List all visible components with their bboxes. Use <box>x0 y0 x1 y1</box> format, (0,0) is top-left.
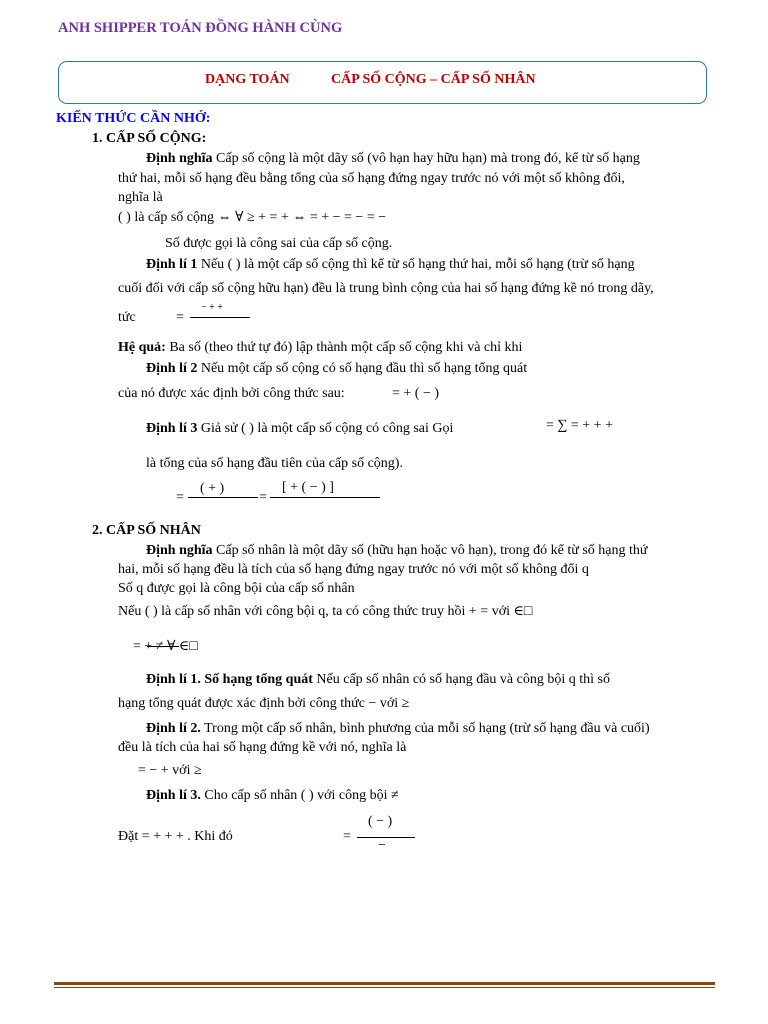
nhan-thm1-line1 <box>146 672 610 688</box>
cong-corollary-label: Hệ quả: <box>118 340 166 355</box>
cong-thm3-line2: là tổng của số hạng đầu tiên của cấp số cộng). <box>146 456 403 471</box>
nhan-thm1-line2: hạng tổng quát được xác định bởi công thức − với ≥ <box>118 696 410 711</box>
nhan-thm1-text1: Nếu cấp số nhân có số hạng đầu và công bội q thì số <box>312 672 610 687</box>
cong-thm2-line1 <box>146 361 527 377</box>
cong-thm1-line3: tức <box>118 310 136 325</box>
cong-thm3-text1: Giả sử ( ) là một cấp số cộng có công sai Gọi <box>197 421 454 436</box>
cong-def-line2: thứ hai, mỗi số hạng đều bằng tổng của số hạng đứng ngay trước nó với một số không đổi, <box>118 171 625 186</box>
nhan-ratio-line: = + ≠ ∀ ∈□ <box>133 639 198 654</box>
cong-def-text1: Cấp số cộng là một dãy số (vô hạn hay hữu hạn) mà trong đó, kể từ số hạng <box>212 151 640 166</box>
title-label: DẠNG TOÁN <box>205 72 290 87</box>
nhan-thm3-eq: = <box>343 829 351 844</box>
nhan-thm2-line1 <box>146 721 650 737</box>
nhan-thm3-den: − <box>378 838 386 853</box>
cong-corollary <box>118 340 522 356</box>
cong-thm2-text1: Nếu một cấp số cộng có số hạng đầu thì số hạng tổng quát <box>197 361 528 376</box>
cong-def-line3: nghĩa là <box>118 190 163 205</box>
nhan-heading: 2. CẤP SỐ NHÂN <box>92 523 201 538</box>
cong-common-diff: Số được gọi là công sai của cấp số cộng. <box>165 236 393 251</box>
cong-thm2-line2: của nó được xác định bởi công thức sau: <box>118 386 345 401</box>
cong-corollary-text: Ba số (theo thứ tự đó) lập thành một cấp số cộng khi và chỉ khi <box>165 340 523 355</box>
footer-rule-thick <box>54 982 715 985</box>
cong-thm1-eq: = <box>176 310 184 325</box>
nhan-thm3-line2: Đặt = + + + . Khi đó <box>118 829 233 844</box>
sum-formula-a: ( + ) <box>200 481 225 496</box>
brand-header: ANH SHIPPER TOÁN ĐỒNG HÀNH CÙNG <box>58 20 343 36</box>
footer-rule-thin <box>54 987 715 988</box>
nhan-thm1-label: Định lí 1. Số hạng tổng quát <box>146 672 313 687</box>
nhan-def-label: Định nghĩa <box>146 543 213 558</box>
cong-thm2-label: Định lí 2 <box>146 361 198 376</box>
section-heading: KIẾN THỨC CẦN NHỚ: <box>56 111 211 126</box>
nhan-recur-line: Nếu ( ) là cấp số nhân với công bội q, ta có công thức truy hồi + = với ∈□ <box>118 604 533 619</box>
nhan-def-text1: Cấp số nhân là một dãy số (hữu hạn hoặc vô hạn), trong đó kể từ số hạng thứ <box>212 543 648 558</box>
sum-formula-b: [ + ( − ) ] <box>282 480 334 495</box>
nhan-def-line2: hai, mỗi số hạng đều là tích của số hạng đứng ngay trước nó với một số không đổi q <box>118 562 589 577</box>
cong-def-label: Định nghĩa <box>146 151 213 166</box>
sum-fraction-a <box>188 497 258 498</box>
nhan-thm2-formula: = − + với ≥ <box>138 763 202 778</box>
nhan-thm3-label: Định lí 3. <box>146 788 201 803</box>
nhan-thm2-text1: Trong một cấp số nhân, bình phương của mỗi số hạng (trừ số hạng đầu và cuối) <box>200 721 650 736</box>
nhan-ratio-fraction <box>147 646 179 647</box>
nhan-thm3-fraction <box>357 837 415 838</box>
nhan-thm2-label: Định lí 2. <box>146 721 201 736</box>
nhan-thm3-text1: Cho cấp số nhân ( ) với công bội ≠ <box>200 788 399 803</box>
cong-thm1-line1 <box>146 257 635 273</box>
cong-def-line1 <box>146 151 640 167</box>
cong-thm3-line1 <box>146 421 453 437</box>
cong-def-formula: ( ) là cấp số cộng ⇔ ∀ ≥ + = + ⇔ = + − = − = − <box>118 210 387 225</box>
nhan-def-line1 <box>146 543 647 559</box>
nhan-def-line3: Số q được gọi là công bội của cấp số nhân <box>118 581 355 596</box>
sum-fraction-b <box>270 497 380 498</box>
cong-thm1-fraction <box>190 317 250 318</box>
sum-eq-1: = <box>176 490 184 505</box>
title-topic: CẤP SỐ CỘNG – CẤP SỐ NHÂN <box>331 72 536 87</box>
cong-thm1-line2: cuối đối với cấp số cộng hữu hạn) đều là trung bình cộng của hai số hạng đứng kề nó trong dãy, <box>118 281 654 296</box>
nhan-thm3-num: ( − ) <box>368 814 393 829</box>
cong-thm2-formula: = + ( − ) <box>392 386 440 401</box>
cong-thm3-formula: = ∑ = + + + <box>546 418 613 433</box>
sum-eq-2: = <box>259 490 267 505</box>
nhan-thm3-line1 <box>146 788 399 804</box>
cong-heading: 1. CẤP SỐ CỘNG: <box>92 131 207 146</box>
cong-thm3-label: Định lí 3 <box>146 421 198 436</box>
cong-thm1-num: − + + <box>201 302 223 313</box>
cong-thm1-label: Định lí 1 <box>146 257 198 272</box>
cong-thm1-text1: Nếu ( ) là một cấp số cộng thì kể từ số hạng thứ hai, mỗi số hạng (trừ số hạng <box>197 257 635 272</box>
nhan-thm2-line2: đều là tích của hai số hạng đứng kề với nó, nghĩa là <box>118 740 407 755</box>
